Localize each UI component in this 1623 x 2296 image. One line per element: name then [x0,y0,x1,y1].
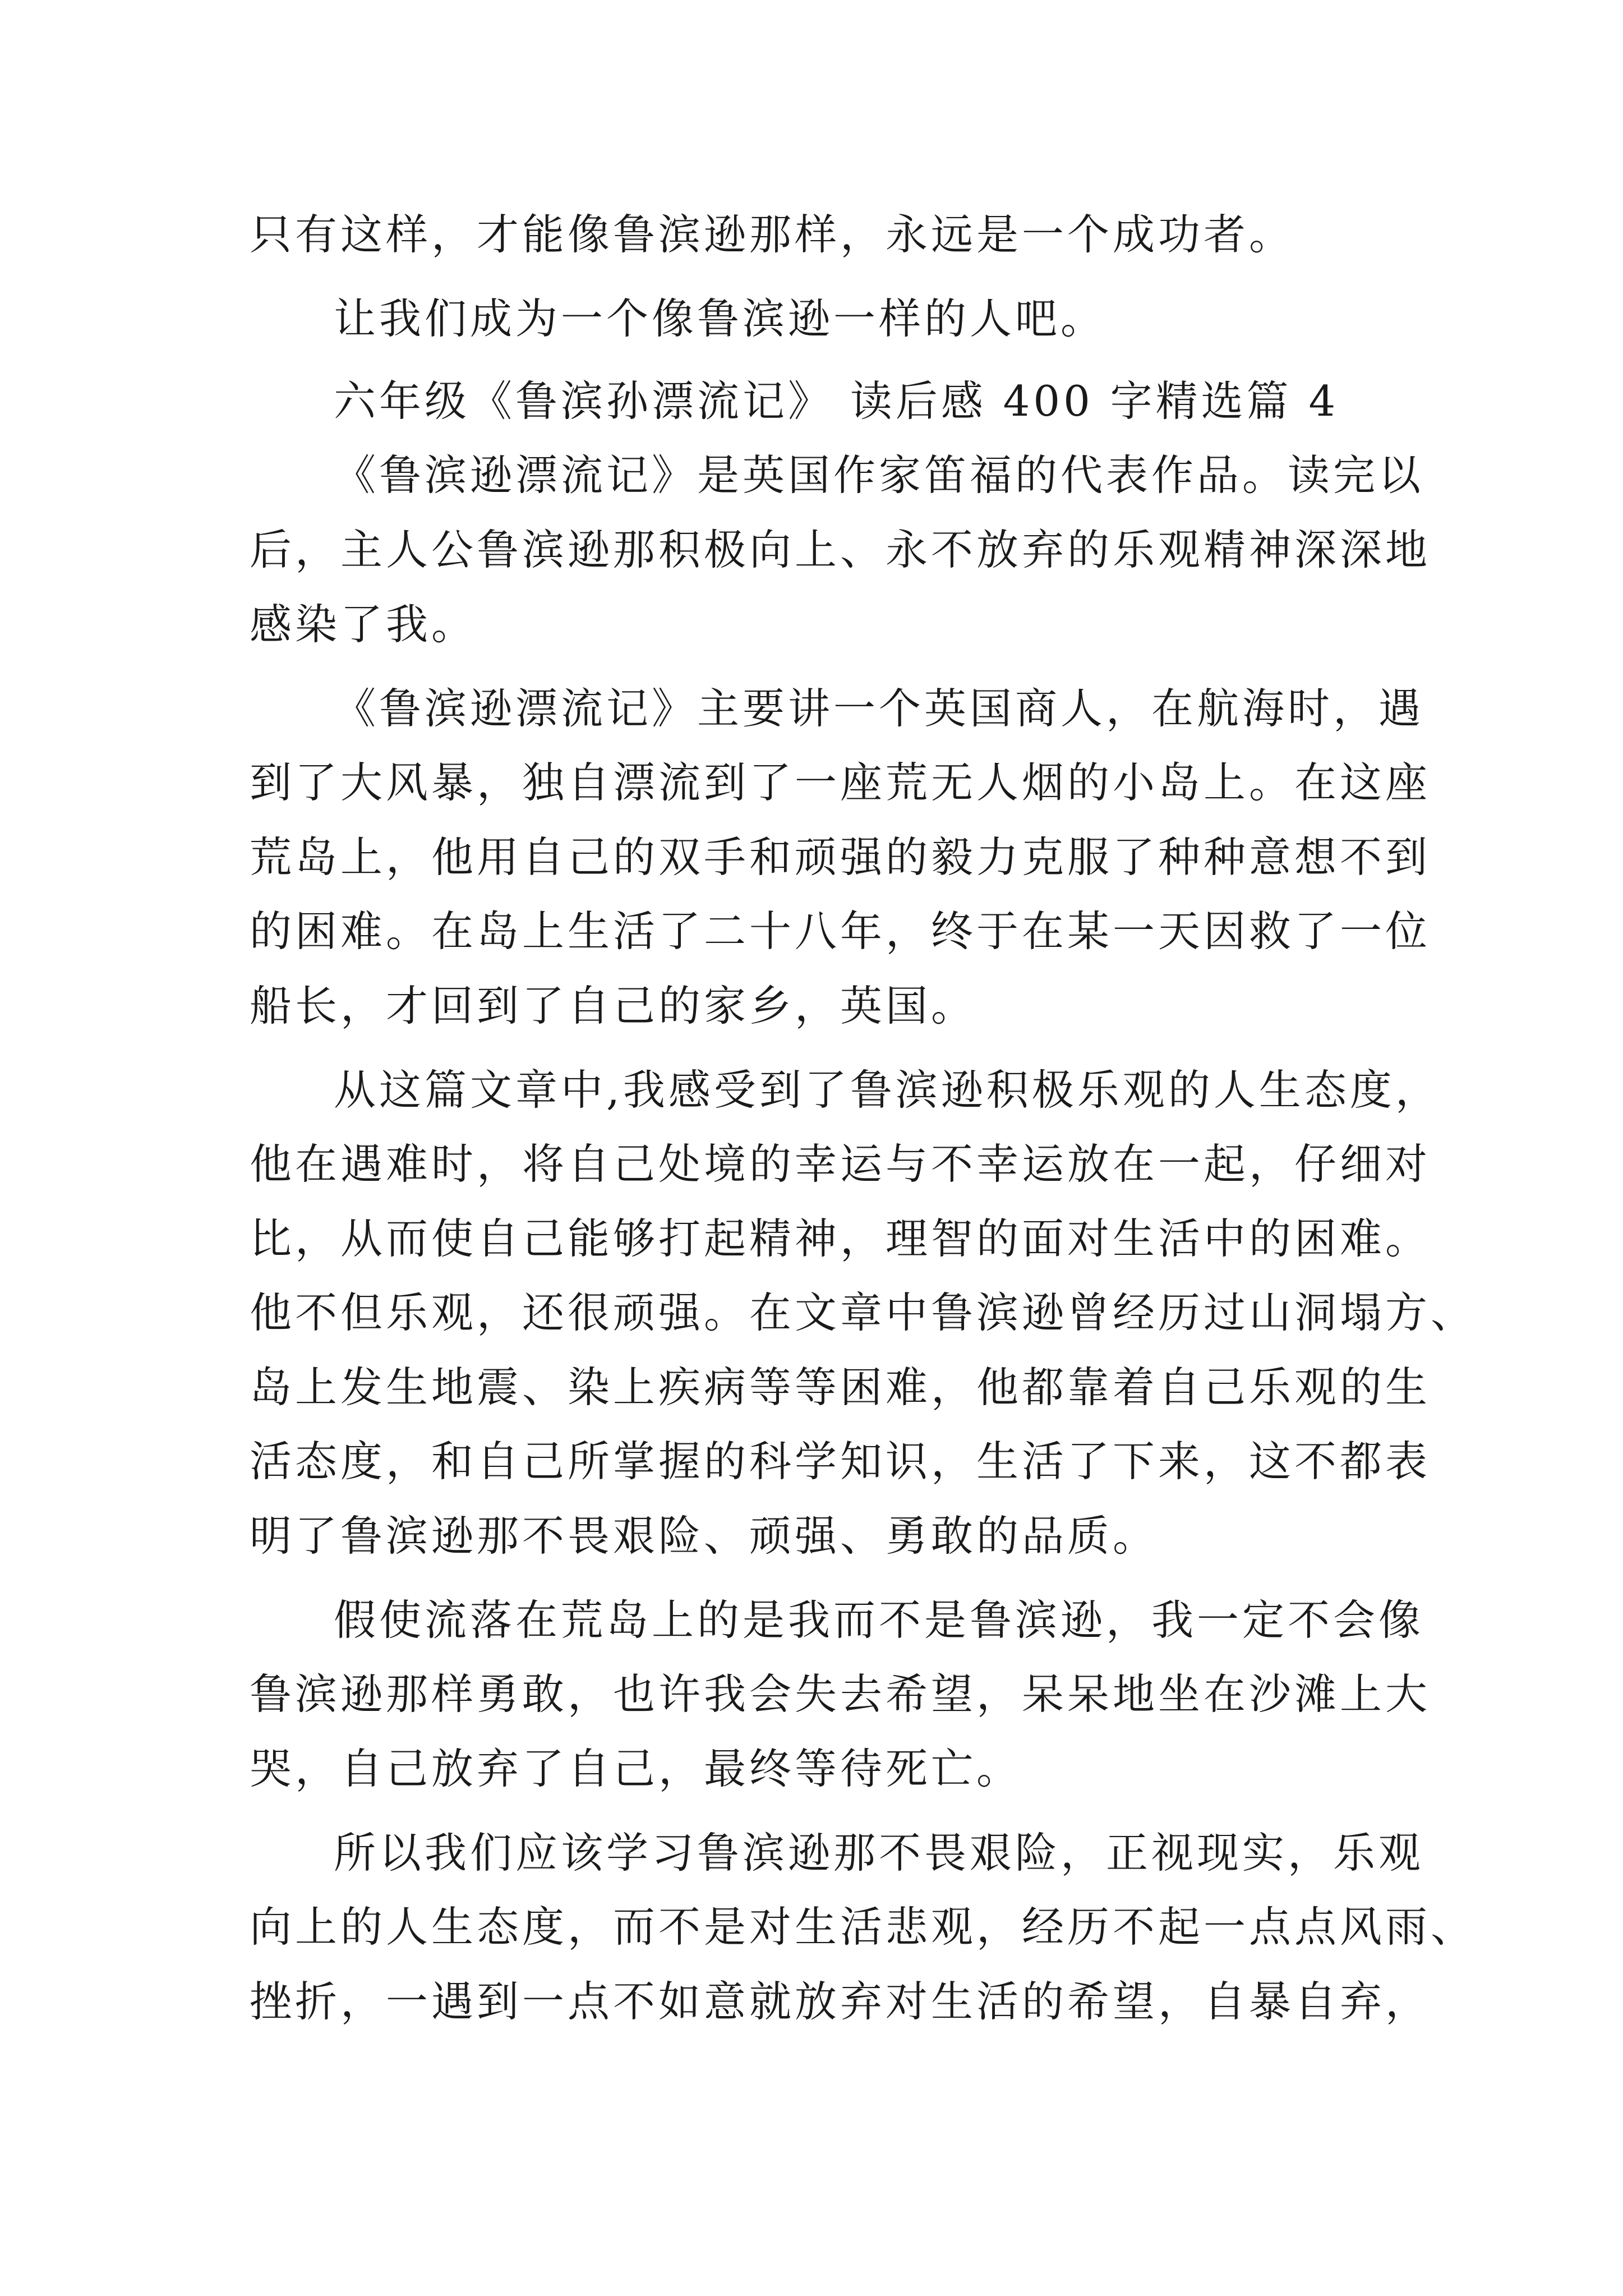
text-line: 挫折，一遇到一点不如意就放弃对生活的希望，自暴自弃， [250,1977,1431,2026]
text-line: 后，主人公鲁滨逊那积极向上、永不放弃的乐观精神深深地 [250,525,1431,574]
text-line: 他在遇难时，将自己处境的幸运与不幸运放在一起，仔细对 [250,1139,1431,1189]
text-line: 活态度，和自己所掌握的科学知识，生活了下来，这不都表 [250,1437,1431,1486]
paragraph-line: 从这篇文章中,我感受到了鲁滨逊积极乐观的人生态度， [334,1065,1441,1115]
text-line: 哭，自己放弃了自己，最终等待死亡。 [250,1744,1022,1793]
text-line: 的困难。在岛上生活了二十八年，终于在某一天因救了一位 [250,907,1431,956]
text-line: 荒岛上，他用自己的双手和顽强的毅力克服了种种意想不到 [250,832,1431,882]
paragraph-line: 《鲁滨逊漂流记》主要讲一个英国商人，在航海时，遇 [334,684,1424,733]
text-line: 比，从而使自己能够打起精神，理智的面对生活中的困难。 [250,1214,1431,1263]
paragraph-line: 《鲁滨逊漂流记》是英国作家笛福的代表作品。读完以 [334,450,1424,500]
section-heading: 六年级《鲁滨孙漂流记》 读后感 400 字精选篇 4 [334,376,1339,426]
text-line: 只有这样，才能像鲁滨逊那样，永远是一个成功者。 [250,210,1295,259]
text-line: 他不但乐观，还很顽强。在文章中鲁滨逊曾经历过山洞塌方、 [250,1288,1477,1337]
text-line: 岛上发生地震、染上疾病等等困难，他都靠着自己乐观的生 [250,1363,1431,1412]
paragraph-line: 假使流落在荒岛上的是我而不是鲁滨逊，我一定不会像 [334,1595,1424,1645]
text-line: 鲁滨逊那样勇敢，也许我会失去希望，呆呆地坐在沙滩上大 [250,1669,1431,1719]
paragraph-line: 所以我们应该学习鲁滨逊那不畏艰险，正视现实，乐观 [334,1828,1424,1878]
text-line: 感染了我。 [250,600,477,649]
text-line: 明了鲁滨逊那不畏艰险、顽强、勇敢的品质。 [250,1511,1159,1561]
text-line: 船长，才回到了自己的家乡，英国。 [250,981,977,1030]
paragraph-line: 让我们成为一个像鲁滨逊一样的人吧。 [334,294,1106,343]
text-line: 向上的人生态度，而不是对生活悲观，经历不起一点点风雨、 [250,1902,1477,1952]
text-line: 到了大风暴，独自漂流到了一座荒无人烟的小岛上。在这座 [250,758,1431,807]
